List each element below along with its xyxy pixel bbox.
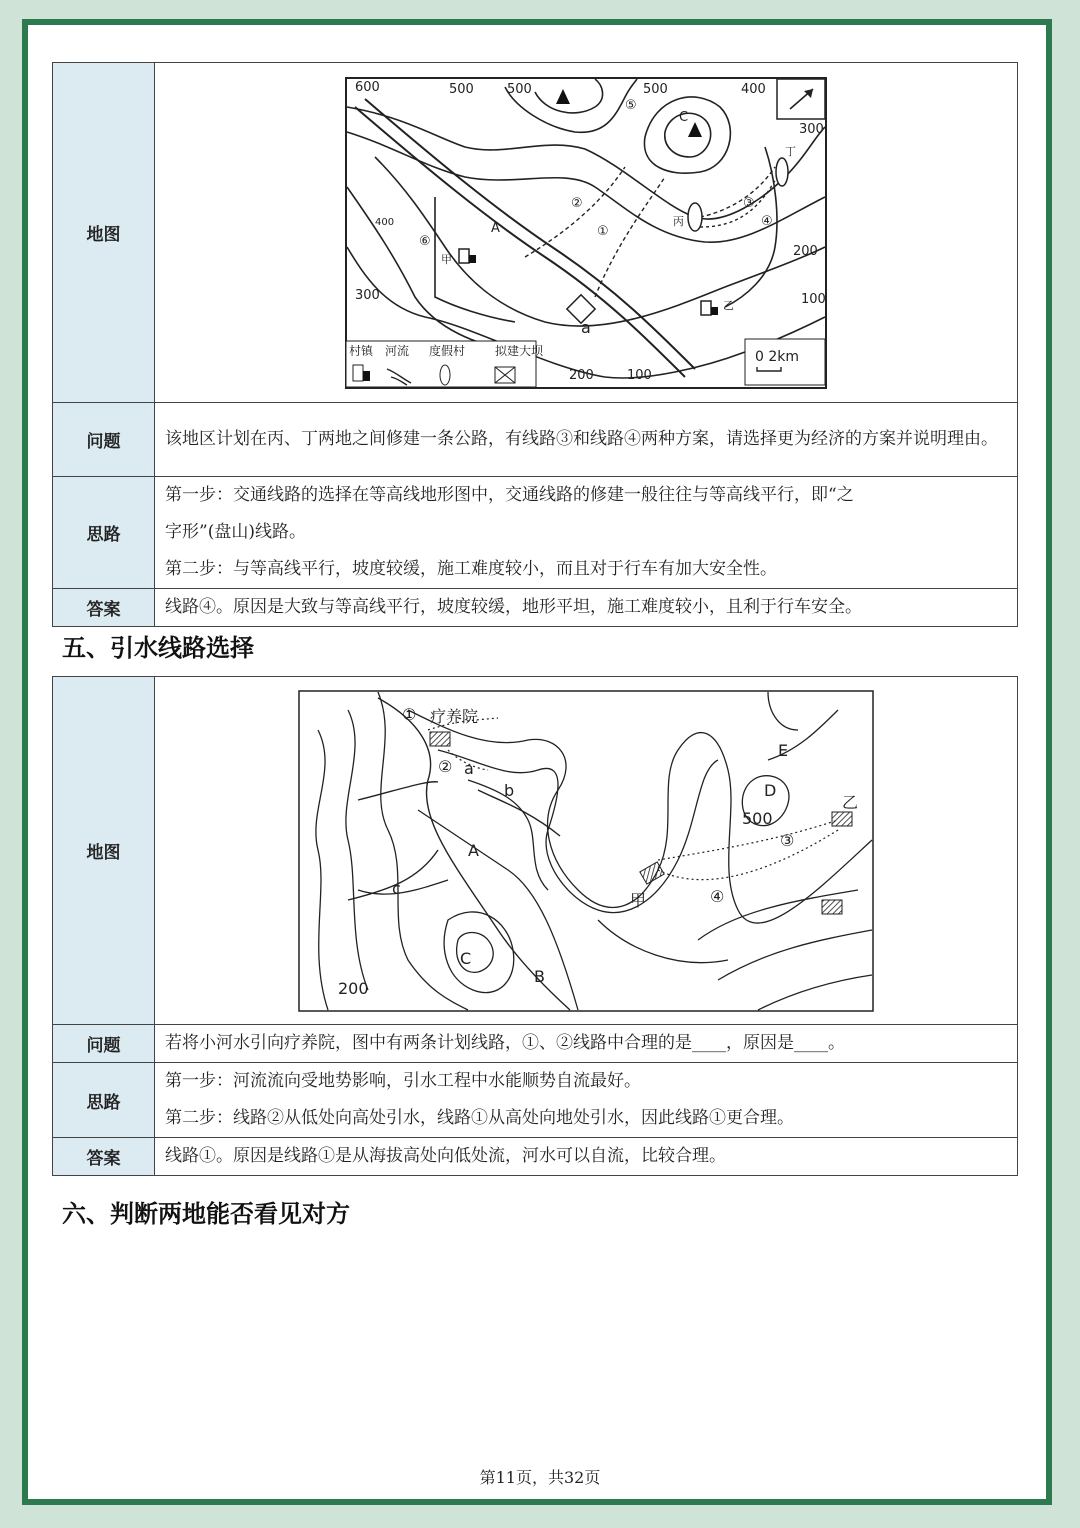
route-marker: ⑤ [625, 97, 637, 113]
contour-label: 400 [741, 81, 766, 97]
map-scale: 0 2km [755, 348, 800, 365]
map-label: 乙 [842, 792, 859, 812]
route-selection-table [52, 62, 1018, 627]
route-marker: ② [571, 195, 583, 211]
reasoning-line: 第二步：与等高线平行，坡度较缓，施工难度较小，而且对于行车有加大安全性。 [165, 559, 777, 579]
map-label: 地图 [53, 677, 155, 1025]
reasoning-line: 第一步：河流流向受地势影响，引水工程中水能顺势自流最好。 [165, 1071, 641, 1091]
page-footer: 第11页，共32页 [479, 1468, 601, 1487]
question-label: 问题 [53, 403, 155, 477]
map-label: 地图 [53, 63, 155, 403]
map-label: C [460, 948, 472, 968]
question-text: 该地区计划在丙、丁两地之间修建一条公路，有线路③和线路④两种方案，请选择更为经济的方案并说明理由。 [155, 403, 1018, 477]
contour-label: 200 [793, 243, 818, 259]
map-cell [155, 677, 1018, 1025]
svg-text:度假村: 度假村 [429, 343, 466, 358]
map-label: 500 [742, 808, 773, 828]
reasoning-line: 字形”(盘山)线路。 [165, 522, 306, 542]
contour-label: 200 [569, 367, 594, 383]
svg-text:拟建大坝: 拟建大坝 [495, 343, 544, 358]
question-text: 若将小河水引向疗养院，图中有两条计划线路，①、②线路中合理的是____，原因是____。 [155, 1025, 1018, 1063]
water-diversion-table [52, 676, 1018, 1176]
route-marker: ④ [761, 213, 773, 229]
route-marker: ① [597, 223, 609, 239]
contour-label: 300 [799, 121, 824, 137]
contour-label: 500 [643, 81, 668, 97]
answer-label: 答案 [53, 589, 155, 627]
answer-label: 答案 [53, 1138, 155, 1176]
reasoning-line: 第二步：线路②从低处向高处引水，线路①从高处向地处引水，因此线路①更合理。 [165, 1108, 794, 1128]
reasoning-text [155, 1063, 1018, 1138]
place-label: 乙 [723, 298, 734, 312]
map-label: B [534, 966, 545, 986]
map-label: 200 [338, 978, 369, 998]
map-cell [155, 63, 1018, 403]
contour-label: 600 [355, 79, 380, 95]
place-label: C [679, 109, 689, 125]
map-label: D [764, 780, 777, 800]
svg-text:村镇: 村镇 [349, 343, 374, 358]
contour-label: 100 [801, 291, 826, 307]
place-label: 甲 [441, 252, 452, 266]
map-label: E [778, 740, 789, 760]
map-label: a [464, 758, 474, 778]
contour-map-1 [345, 77, 827, 389]
contour-map-2 [298, 690, 874, 1012]
map-label: c [392, 878, 401, 898]
map-label: b [504, 780, 515, 800]
route-marker: ③ [743, 195, 755, 211]
section-title: 五、引水线路选择 [62, 634, 254, 662]
reasoning-label: 思路 [53, 1063, 155, 1138]
contour-label: 100 [627, 367, 652, 383]
place-label: a [581, 317, 591, 337]
question-label: 问题 [53, 1025, 155, 1063]
route-marker: ⑥ [419, 233, 431, 249]
section-title: 六、判断两地能否看见对方 [62, 1200, 350, 1228]
map-label: 甲 [630, 890, 647, 910]
map-label: ① [402, 704, 417, 724]
contour-label: 500 [449, 81, 474, 97]
map-legend [346, 341, 544, 387]
map-label: ③ [780, 830, 795, 850]
contour-label: 400 [375, 216, 395, 228]
map-label: ④ [710, 886, 725, 906]
answer-text: 线路④。原因是大致与等高线平行，坡度较缓，地形平坦，施工难度较小，且利于行车安全。 [155, 589, 1018, 627]
reasoning-label: 思路 [53, 477, 155, 589]
svg-text:河流: 河流 [385, 343, 410, 358]
contour-label: 500 [507, 81, 532, 97]
place-label: 丁 [785, 144, 796, 158]
answer-text: 线路①。原因是线路①是从海拔高处向低处流，河水可以自流，比较合理。 [155, 1138, 1018, 1176]
map-label: A [468, 840, 479, 860]
reasoning-text [155, 477, 1018, 589]
contour-label: 300 [355, 287, 380, 303]
place-label: A [491, 220, 500, 236]
map-label: 疗养院 [430, 706, 479, 726]
map-label: ② [438, 756, 453, 776]
reasoning-line: 第一步：交通线路的选择在等高线地形图中，交通线路的修建一般往往与等高线平行，即“之 [165, 485, 854, 505]
place-label: 丙 [673, 214, 684, 228]
